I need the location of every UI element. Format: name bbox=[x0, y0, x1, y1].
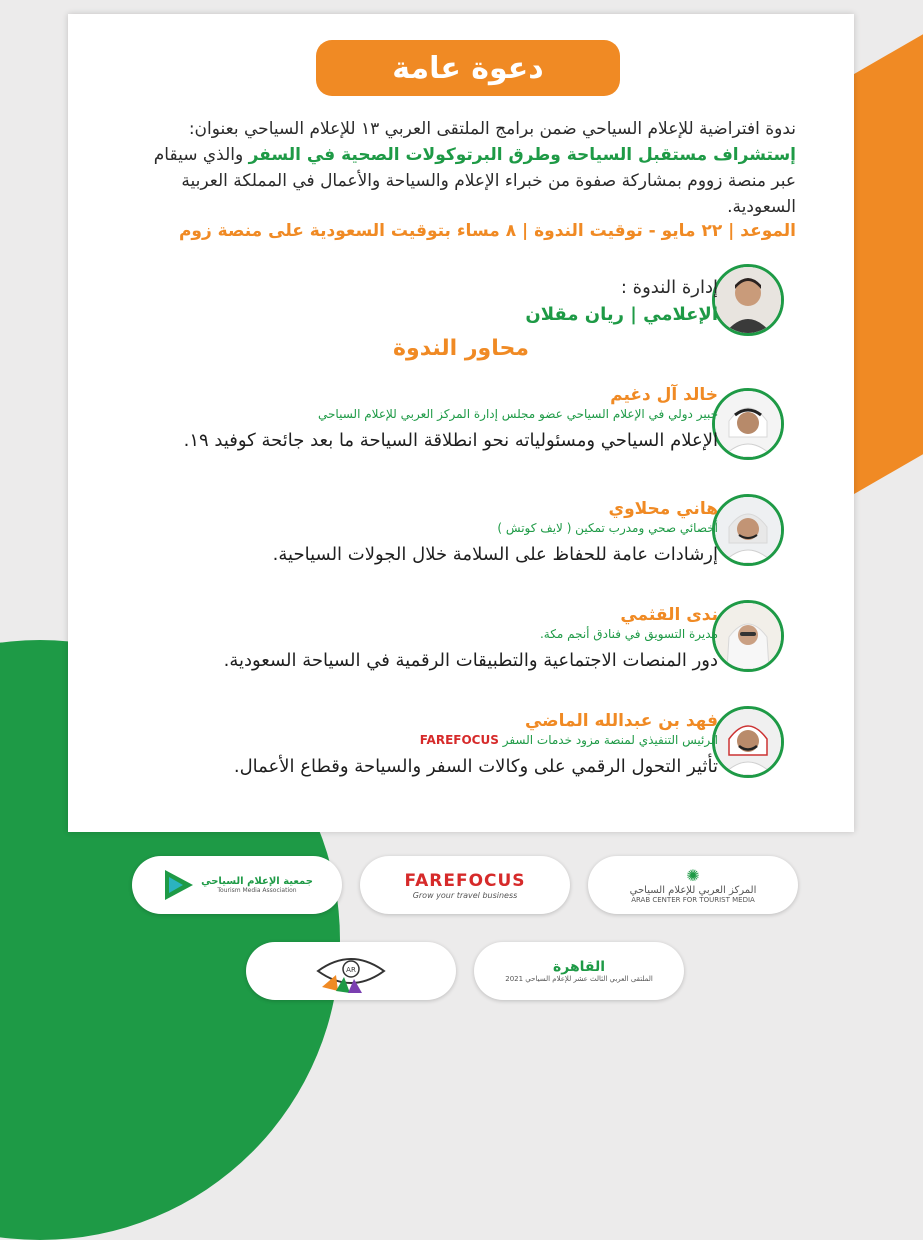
farefocus-wordmark: FAREFOCUS bbox=[404, 870, 526, 891]
moderator-name: الإعلامي | ريان مقلان bbox=[525, 304, 718, 325]
speaker-1 bbox=[178, 384, 718, 456]
speaker-name: ندى القثمي bbox=[620, 605, 718, 625]
logo-ar-eye bbox=[246, 942, 456, 1000]
speaker-topic: إرشادات عامة للحفاظ على السلامة خلال الجولات السياحية. bbox=[272, 544, 718, 565]
invitation-card bbox=[68, 14, 854, 832]
speaker-2 bbox=[178, 498, 718, 570]
arab-center-name-ar: المركز العربي للإعلام السياحي bbox=[629, 885, 757, 896]
speaker-topic: دور المنصات الاجتماعية والتطبيقات الرقمية في السياحة السعودية. bbox=[223, 650, 718, 671]
speaker-role-text: الرئيس التنفيذي لمنصة مزود خدمات السفر bbox=[502, 733, 718, 747]
speaker-avatar bbox=[712, 388, 784, 460]
logo-arab-center bbox=[588, 856, 798, 914]
logo-tourism-media-association bbox=[132, 856, 342, 914]
speaker-topic: الإعلام السياحي ومسئولياته نحو انطلاقة السياحة ما بعد جائحة كوفيد ١٩. bbox=[183, 430, 718, 451]
ar-letters: AR bbox=[346, 966, 356, 974]
invitation-title: دعوة عامة bbox=[316, 40, 620, 96]
speaker-3 bbox=[178, 604, 718, 676]
moderator-avatar bbox=[712, 264, 784, 336]
sponsor-logos bbox=[0, 850, 923, 1024]
speaker-name: خالد آل دغيم bbox=[610, 385, 718, 405]
farefocus-tagline: Grow your travel business bbox=[412, 890, 518, 900]
speaker-4 bbox=[178, 710, 718, 782]
eye-logo-icon bbox=[314, 947, 388, 995]
intro-paragraph bbox=[136, 116, 796, 220]
speaker-role-brand: FAREFOCUS bbox=[419, 733, 499, 747]
arab-center-icon: ✺ bbox=[686, 866, 700, 885]
intro-text-end: والذي سيقام عبر منصة زووم بمشاركة صفوة من خبراء الإعلام والسياحة والأعمال في المملكة العربية السعودية. bbox=[153, 145, 796, 217]
tma-name-en: Tourism Media Association bbox=[217, 887, 297, 894]
seminar-title: إستشراف مستقبل السياحة وطرق البرتوكولات الصحية في السفر bbox=[248, 145, 796, 165]
speaker-avatar bbox=[712, 600, 784, 672]
cairo-forum-title: القاهرة bbox=[552, 959, 606, 975]
speaker-name: هاني محلاوي bbox=[608, 499, 718, 519]
speaker-role bbox=[178, 732, 718, 748]
moderator-block bbox=[525, 277, 718, 325]
logo-cairo-forum bbox=[474, 942, 684, 1000]
moderator-label: إدارة الندوة : bbox=[620, 277, 718, 298]
tma-name-ar: جمعية الإعلام السياحي bbox=[201, 876, 313, 887]
arab-center-name-en: ARAB CENTER FOR TOURIST MEDIA bbox=[631, 896, 755, 904]
intro-text-start: ندوة افتراضية للإعلام السياحي ضمن برامج الملتقى العربي ١٣ للإعلام السياحي بعنوان: bbox=[188, 119, 796, 139]
speaker-role: خبير دولي في الإعلام السياحي عضو مجلس إدارة المركز العربي للإعلام السياحي bbox=[318, 407, 718, 421]
speaker-role: مديرة التسويق في فنادق أنجم مكة. bbox=[539, 627, 718, 641]
speaker-avatar bbox=[712, 494, 784, 566]
section-title: محاور الندوة bbox=[393, 336, 529, 361]
speaker-avatar bbox=[712, 706, 784, 778]
speaker-role: أخصائي صحي ومدرب تمكين ( لايف كوتش ) bbox=[497, 521, 718, 535]
speaker-name: فهد بن عبدالله الماضي bbox=[524, 711, 718, 731]
cairo-forum-subtitle: الملتقى العربي الثالث عشر للإعلام السياحي 2021 bbox=[505, 975, 653, 983]
logo-farefocus bbox=[360, 856, 570, 914]
tma-play-icon bbox=[161, 868, 195, 902]
date-line: الموعد | ٢٢ مايو - توقيت الندوة | ٨ مساء بتوقيت السعودية على منصة زوم bbox=[178, 221, 796, 241]
speaker-topic: تأثير التحول الرقمي على وكالات السفر والسياحة وقطاع الأعمال. bbox=[233, 756, 718, 777]
